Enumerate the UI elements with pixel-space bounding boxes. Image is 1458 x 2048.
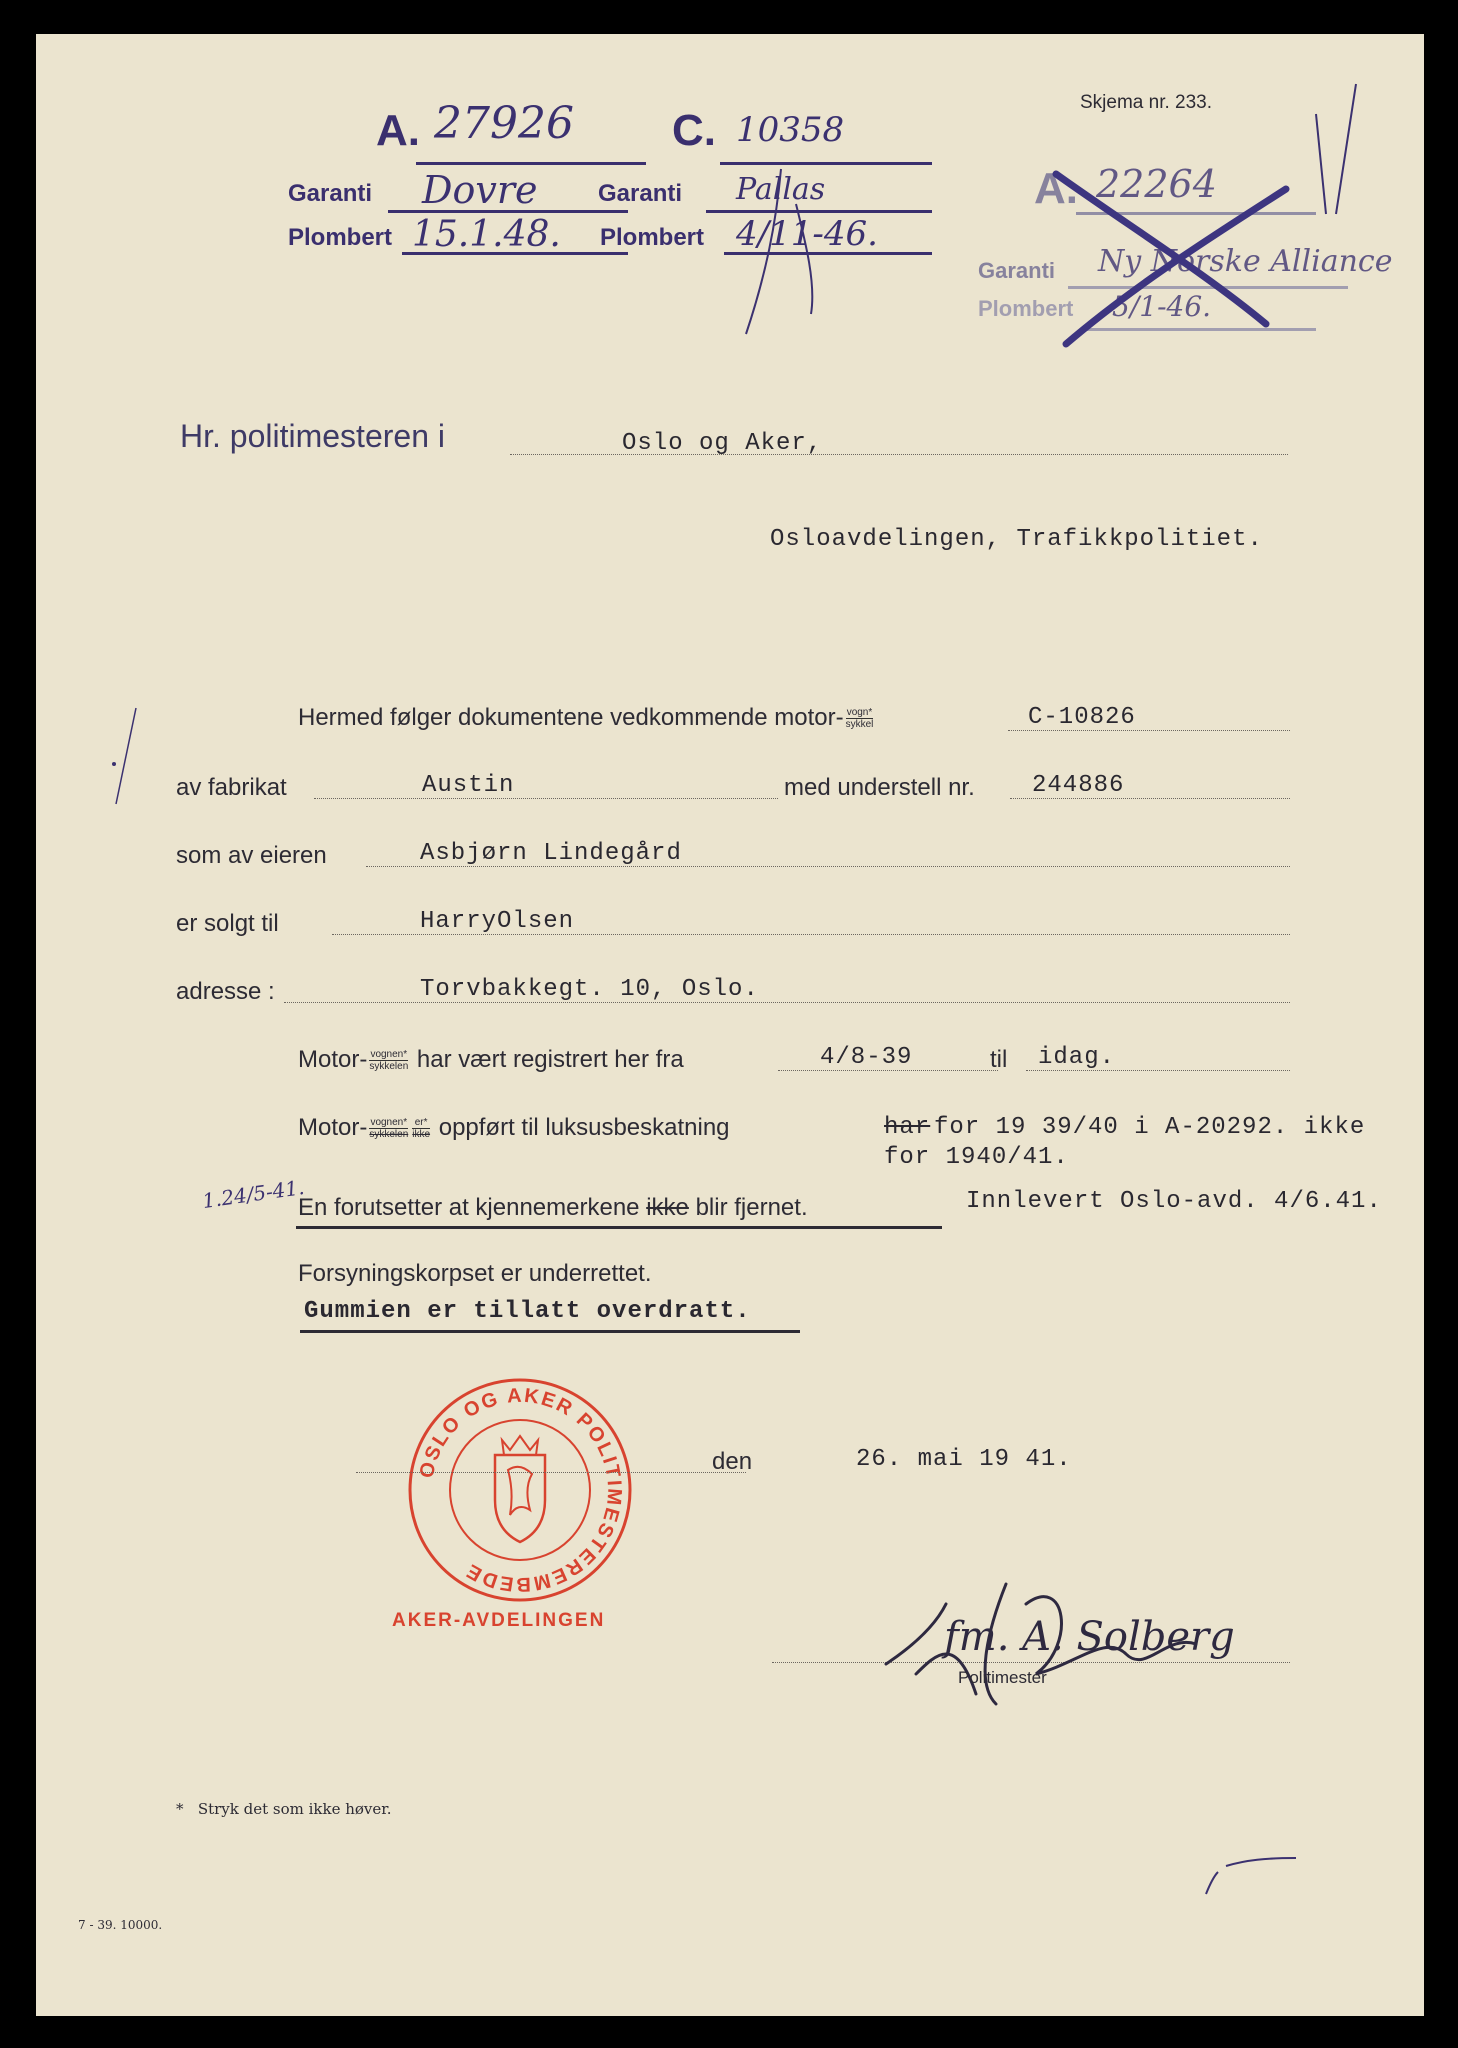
stamp-right-garanti-value: Ny Norske Alliance bbox=[1098, 244, 1393, 279]
stamp-garanti-label-a: Garanti bbox=[288, 180, 373, 207]
understell-label: med understell nr. bbox=[784, 774, 975, 801]
margin-tick-icon bbox=[96, 704, 156, 824]
document-page bbox=[36, 34, 1424, 2016]
margin-note: 1.24/5-41. bbox=[200, 1174, 306, 1214]
stamp-plombert-value-c: 4/11-46. bbox=[736, 214, 878, 254]
stamp-right-garanti-label: Garanti bbox=[978, 258, 1056, 283]
fabrikat-label: av fabrikat bbox=[176, 774, 287, 801]
print-code: 7 - 39. 10000. bbox=[78, 1918, 163, 1932]
gummien-text: Gummien er tillatt overdratt. bbox=[304, 1298, 751, 1325]
stamp-right-plombert-label: Plombert bbox=[978, 296, 1074, 321]
forsyning-text: Forsyningskorpset er underrettet. bbox=[298, 1260, 652, 1287]
reg-from: 4/8-39 bbox=[820, 1044, 913, 1071]
adresse-label: adresse : bbox=[176, 978, 275, 1005]
lux-struck: har bbox=[884, 1114, 931, 1141]
reg-number: C-10826 bbox=[1028, 704, 1136, 731]
police-seal bbox=[400, 1370, 640, 1610]
adresse-value: Torvbakkegt. 10, Oslo. bbox=[420, 976, 759, 1003]
cross-out-mark-icon bbox=[1026, 74, 1396, 364]
til-label: til bbox=[990, 1046, 1008, 1073]
stamp-right-plombert-value: 5/1-46. bbox=[1112, 290, 1212, 323]
signature-title: Politimester bbox=[958, 1668, 1047, 1687]
kjennemerke-line: En forutsetter at kjennemerkene ikke blir fjernet. bbox=[298, 1194, 808, 1221]
seal-caption: AKER-AVDELINGEN bbox=[392, 1610, 606, 1631]
signature-name: fm. A. Solberg bbox=[944, 1614, 1235, 1660]
form-number: Skjema nr. 233. bbox=[1080, 92, 1213, 113]
stamp-garanti-value-a: Dovre bbox=[422, 168, 538, 212]
date-label: den bbox=[712, 1448, 753, 1475]
date-value: 26. mai 19 41. bbox=[856, 1446, 1072, 1473]
innlevert-text: Innlevert Oslo-avd. 4/6.41. bbox=[966, 1188, 1382, 1215]
pencil-mark-icon bbox=[1196, 1844, 1316, 1904]
stamp-plombert-label-c: Plombert bbox=[600, 224, 705, 251]
addressee-label: Hr. politimesteren i bbox=[180, 418, 445, 454]
lux-value2: for 1940/41. bbox=[884, 1144, 1069, 1171]
stamp-right-a-value: 22264 bbox=[1096, 162, 1217, 206]
intro-text: Hermed følger dokumentene vedkommende motor- $\frac{\text{vogn*}}{\text{sykkel}}$ bbox=[298, 704, 874, 731]
stamp-plombert-label-a: Plombert bbox=[288, 224, 393, 251]
fabrikat-value: Austin bbox=[422, 772, 515, 799]
reg-line-text: Motor- $\frac{\text{vognen*}}{\text{sykkelen}}$ har vært registrert her fra bbox=[298, 1046, 684, 1073]
addressee-value: Oslo og Aker, bbox=[622, 430, 823, 457]
stamp-c-label: C. bbox=[672, 106, 716, 155]
stamp-a-value: 27926 bbox=[434, 98, 574, 149]
stamp-garanti-value-c: Pallas bbox=[736, 172, 826, 207]
solgt-label: er solgt til bbox=[176, 910, 279, 937]
handwritten-stroke-icon bbox=[726, 164, 826, 344]
reg-to: idag. bbox=[1038, 1044, 1116, 1071]
solgt-value: HarryOlsen bbox=[420, 908, 575, 935]
addressee-department: Osloavdelingen, Trafikkpolitiet. bbox=[770, 526, 1263, 553]
stamp-plombert-value-a: 15.1.48. bbox=[412, 214, 561, 255]
eier-label: som av eieren bbox=[176, 842, 327, 869]
footnote: * Stryk det som ikke høver. bbox=[176, 1800, 392, 1818]
stamp-a-label: A. bbox=[376, 106, 420, 155]
stamp-c-value: 10358 bbox=[736, 110, 845, 150]
stamp-right-a-label: A. bbox=[1034, 164, 1078, 213]
stamp-garanti-label-c: Garanti bbox=[598, 180, 683, 207]
lux-line-text: Motor- $\frac{\text{vognen*}}{\text{sykkelen}}$ $\frac{er*}{\text{ikke}}$ oppført til luksusbeskatning bbox=[298, 1114, 730, 1141]
svg-text:OSLO OG AKER POLITIMESTEREMBED: OSLO OG AKER POLITIMESTEREMBEDE bbox=[415, 1384, 626, 1596]
understell-value: 244886 bbox=[1032, 772, 1125, 799]
eier-value: Asbjørn Lindegård bbox=[420, 840, 682, 867]
lux-value1: for 19 39/40 i A-20292. ikke bbox=[934, 1114, 1366, 1141]
